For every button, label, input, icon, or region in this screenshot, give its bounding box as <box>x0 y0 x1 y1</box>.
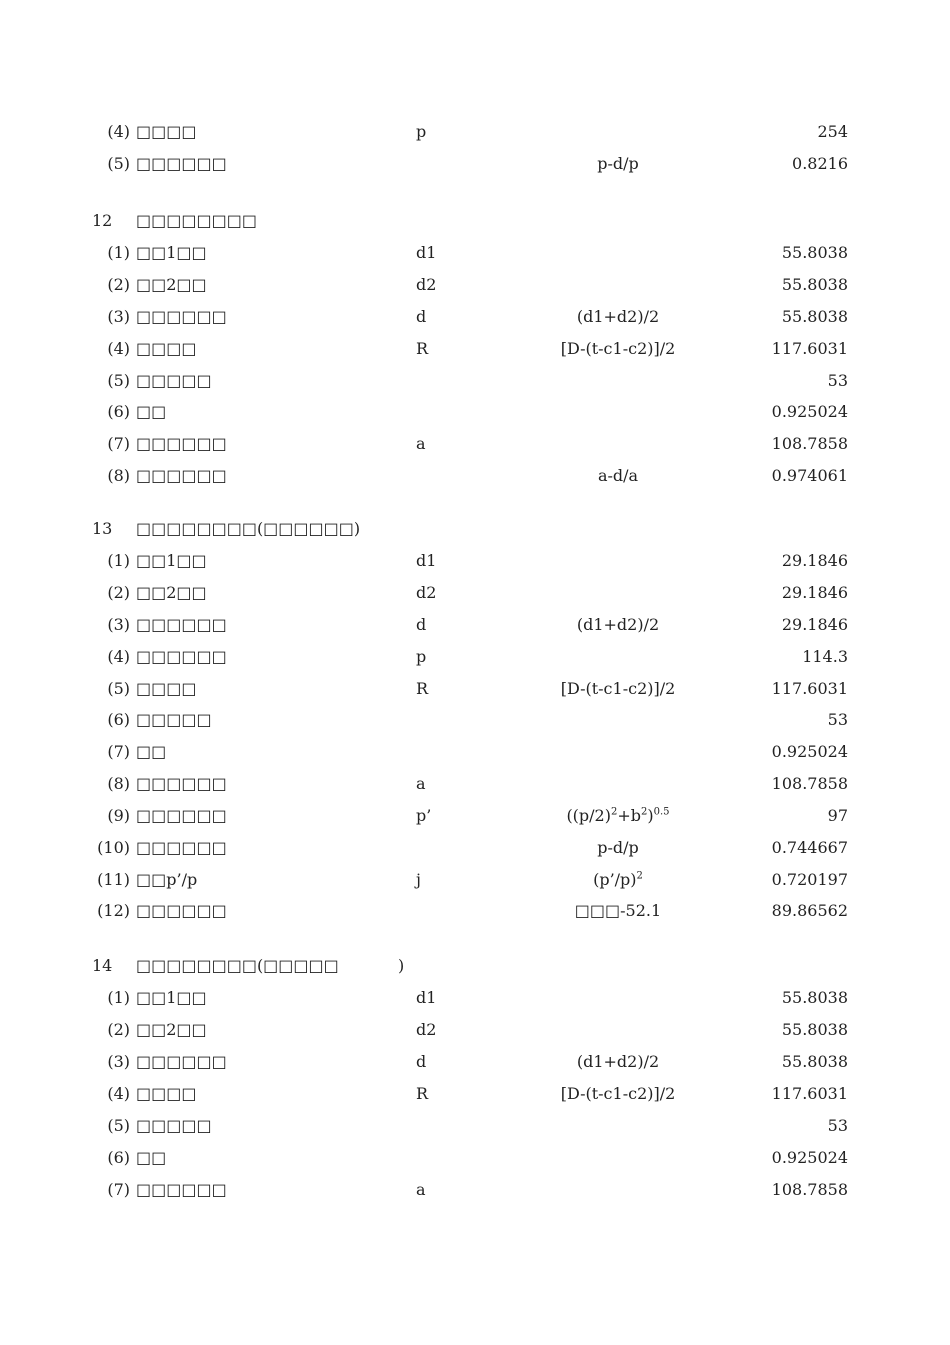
row-formula: p-d/p <box>597 154 639 173</box>
row-symbol: d2 <box>416 275 437 294</box>
table-row <box>0 836 950 860</box>
row-number: (7) <box>107 742 130 761</box>
row-symbol: d <box>416 1052 427 1071</box>
row-name: □□□□□□ <box>136 901 227 920</box>
row-formula: $((p/2)^2+b^2)^{0.5}$ <box>566 806 670 825</box>
row-number: (10) <box>97 838 130 857</box>
row-formula: [D-(t-c1-c2)]/2 <box>560 1084 676 1103</box>
section-title: □□□□□□□□ <box>136 211 257 230</box>
row-value: 0.744667 <box>771 838 848 857</box>
row-value: 53 <box>827 371 848 390</box>
row-number: (4) <box>107 339 130 358</box>
table-row <box>0 868 950 892</box>
table-row <box>0 120 950 144</box>
table-row <box>0 464 950 488</box>
row-value: 117.6031 <box>771 679 848 698</box>
table-row <box>0 740 950 764</box>
row-number: (6) <box>107 1148 130 1167</box>
row-number: (5) <box>107 371 130 390</box>
row-value: 29.1846 <box>781 551 848 570</box>
row-number: (8) <box>107 774 130 793</box>
row-name: □□□□□ <box>136 710 212 729</box>
row-value: 0.720197 <box>771 870 848 889</box>
row-value: 53 <box>827 710 848 729</box>
row-number: (5) <box>107 679 130 698</box>
row-name: □□p’/p <box>136 870 198 889</box>
row-formula: □□□-52.1 <box>574 901 662 920</box>
row-name: □□□□□ <box>136 371 212 390</box>
row-number: (1) <box>107 551 130 570</box>
row-name: □□□□ <box>136 122 197 141</box>
row-symbol: R <box>416 339 429 358</box>
section-heading <box>0 209 950 233</box>
row-symbol: a <box>416 774 426 793</box>
row-formula: p-d/p <box>597 838 639 857</box>
row-symbol: a <box>416 434 426 453</box>
row-name: □□□□□□ <box>136 774 227 793</box>
row-number: (4) <box>107 1084 130 1103</box>
table-row <box>0 305 950 329</box>
row-value: 0.925024 <box>771 402 848 421</box>
row-number: (2) <box>107 275 130 294</box>
row-value: 114.3 <box>802 647 848 666</box>
row-value: 254 <box>817 122 848 141</box>
row-formula: [D-(t-c1-c2)]/2 <box>560 679 676 698</box>
row-symbol: d1 <box>416 551 437 570</box>
table-row <box>0 273 950 297</box>
row-number: (7) <box>107 1180 130 1199</box>
row-name: □□□□□□ <box>136 838 227 857</box>
row-name: □□1□□ <box>136 551 207 570</box>
row-number: (5) <box>107 1116 130 1135</box>
row-value: 0.925024 <box>771 1148 848 1167</box>
row-number: (6) <box>107 402 130 421</box>
row-number: (3) <box>107 1052 130 1071</box>
section-heading <box>0 517 950 541</box>
row-value: 55.8038 <box>781 1020 848 1039</box>
table-row <box>0 1146 950 1170</box>
row-symbol: d2 <box>416 583 437 602</box>
table-row <box>0 613 950 637</box>
row-name: □□□□□□ <box>136 1052 227 1071</box>
row-symbol: p <box>416 647 427 666</box>
row-name: □□□□□□ <box>136 806 227 825</box>
row-value: 97 <box>827 806 848 825</box>
row-name: □□ <box>136 402 167 421</box>
row-number: (3) <box>107 615 130 634</box>
row-value: 29.1846 <box>781 615 848 634</box>
row-value: 108.7858 <box>771 434 848 453</box>
row-value: 0.8216 <box>792 154 848 173</box>
row-number: (5) <box>107 154 130 173</box>
table-row <box>0 804 950 828</box>
row-value: 108.7858 <box>771 1180 848 1199</box>
row-value: 55.8038 <box>781 1052 848 1071</box>
row-formula: (d1+d2)/2 <box>576 615 660 634</box>
section-number: 13 <box>92 519 113 538</box>
row-number: (1) <box>107 243 130 262</box>
table-row <box>0 337 950 361</box>
row-symbol: d1 <box>416 243 437 262</box>
section-title-tail: ) <box>398 956 405 975</box>
table-row <box>0 899 950 923</box>
table-row <box>0 241 950 265</box>
table-row <box>0 1178 950 1202</box>
section-number: 12 <box>92 211 113 230</box>
row-name: □□2□□ <box>136 1020 207 1039</box>
row-number: (9) <box>107 806 130 825</box>
row-value: 89.86562 <box>771 901 848 920</box>
table-row <box>0 1018 950 1042</box>
row-formula: (d1+d2)/2 <box>576 1052 660 1071</box>
row-symbol: p’ <box>416 806 432 825</box>
table-row <box>0 1082 950 1106</box>
row-value: 29.1846 <box>781 583 848 602</box>
row-name: □□□□□□ <box>136 307 227 326</box>
row-value: 55.8038 <box>781 243 848 262</box>
section-number: 14 <box>92 956 113 975</box>
row-symbol: R <box>416 1084 429 1103</box>
row-symbol: a <box>416 1180 426 1199</box>
row-symbol: d <box>416 307 427 326</box>
row-number: (7) <box>107 434 130 453</box>
row-formula: a-d/a <box>597 466 639 485</box>
row-name: □□ <box>136 1148 167 1167</box>
row-symbol: j <box>416 870 421 889</box>
row-name: □□□□□□ <box>136 647 227 666</box>
row-number: (11) <box>97 870 130 889</box>
table-row <box>0 581 950 605</box>
row-name: □□□□ <box>136 1084 197 1103</box>
row-number: (4) <box>107 122 130 141</box>
table-row <box>0 677 950 701</box>
row-value: 117.6031 <box>771 339 848 358</box>
row-name: □□□□□□ <box>136 1180 227 1199</box>
row-symbol: d <box>416 615 427 634</box>
row-number: (4) <box>107 647 130 666</box>
row-name: □□1□□ <box>136 988 207 1007</box>
row-number: (12) <box>97 901 130 920</box>
table-row <box>0 645 950 669</box>
row-value: 108.7858 <box>771 774 848 793</box>
row-formula: [D-(t-c1-c2)]/2 <box>560 339 676 358</box>
row-number: (2) <box>107 583 130 602</box>
row-name: □□2□□ <box>136 583 207 602</box>
section-title: □□□□□□□□(□□□□□ <box>136 956 339 975</box>
row-name: □□ <box>136 742 167 761</box>
row-name: □□□□□ <box>136 1116 212 1135</box>
row-symbol: d2 <box>416 1020 437 1039</box>
row-value: 55.8038 <box>781 307 848 326</box>
table-row <box>0 986 950 1010</box>
row-name: □□□□□□ <box>136 434 227 453</box>
row-value: 55.8038 <box>781 275 848 294</box>
table-row <box>0 152 950 176</box>
row-value: 53 <box>827 1116 848 1135</box>
row-name: □□1□□ <box>136 243 207 262</box>
row-number: (1) <box>107 988 130 1007</box>
row-symbol: d1 <box>416 988 437 1007</box>
row-formula: (d1+d2)/2 <box>576 307 660 326</box>
row-name: □□□□ <box>136 339 197 358</box>
section-heading <box>0 954 950 978</box>
row-name: □□□□ <box>136 679 197 698</box>
table-row <box>0 369 950 393</box>
table-row <box>0 1114 950 1138</box>
row-number: (3) <box>107 307 130 326</box>
row-number: (6) <box>107 710 130 729</box>
row-formula: (p’/p)$^2$ <box>593 870 643 889</box>
table-row <box>0 708 950 732</box>
row-value: 0.974061 <box>771 466 848 485</box>
row-symbol: R <box>416 679 429 698</box>
row-number: (2) <box>107 1020 130 1039</box>
row-value: 55.8038 <box>781 988 848 1007</box>
row-value: 117.6031 <box>771 1084 848 1103</box>
table-row <box>0 400 950 424</box>
row-name: □□2□□ <box>136 275 207 294</box>
table-row <box>0 549 950 573</box>
row-name: □□□□□□ <box>136 615 227 634</box>
row-name: □□□□□□ <box>136 466 227 485</box>
row-name: □□□□□□ <box>136 154 227 173</box>
row-number: (8) <box>107 466 130 485</box>
section-title: □□□□□□□□(□□□□□□) <box>136 519 361 538</box>
row-symbol: p <box>416 122 427 141</box>
row-value: 0.925024 <box>771 742 848 761</box>
table-row <box>0 432 950 456</box>
table-row <box>0 1050 950 1074</box>
table-row <box>0 772 950 796</box>
